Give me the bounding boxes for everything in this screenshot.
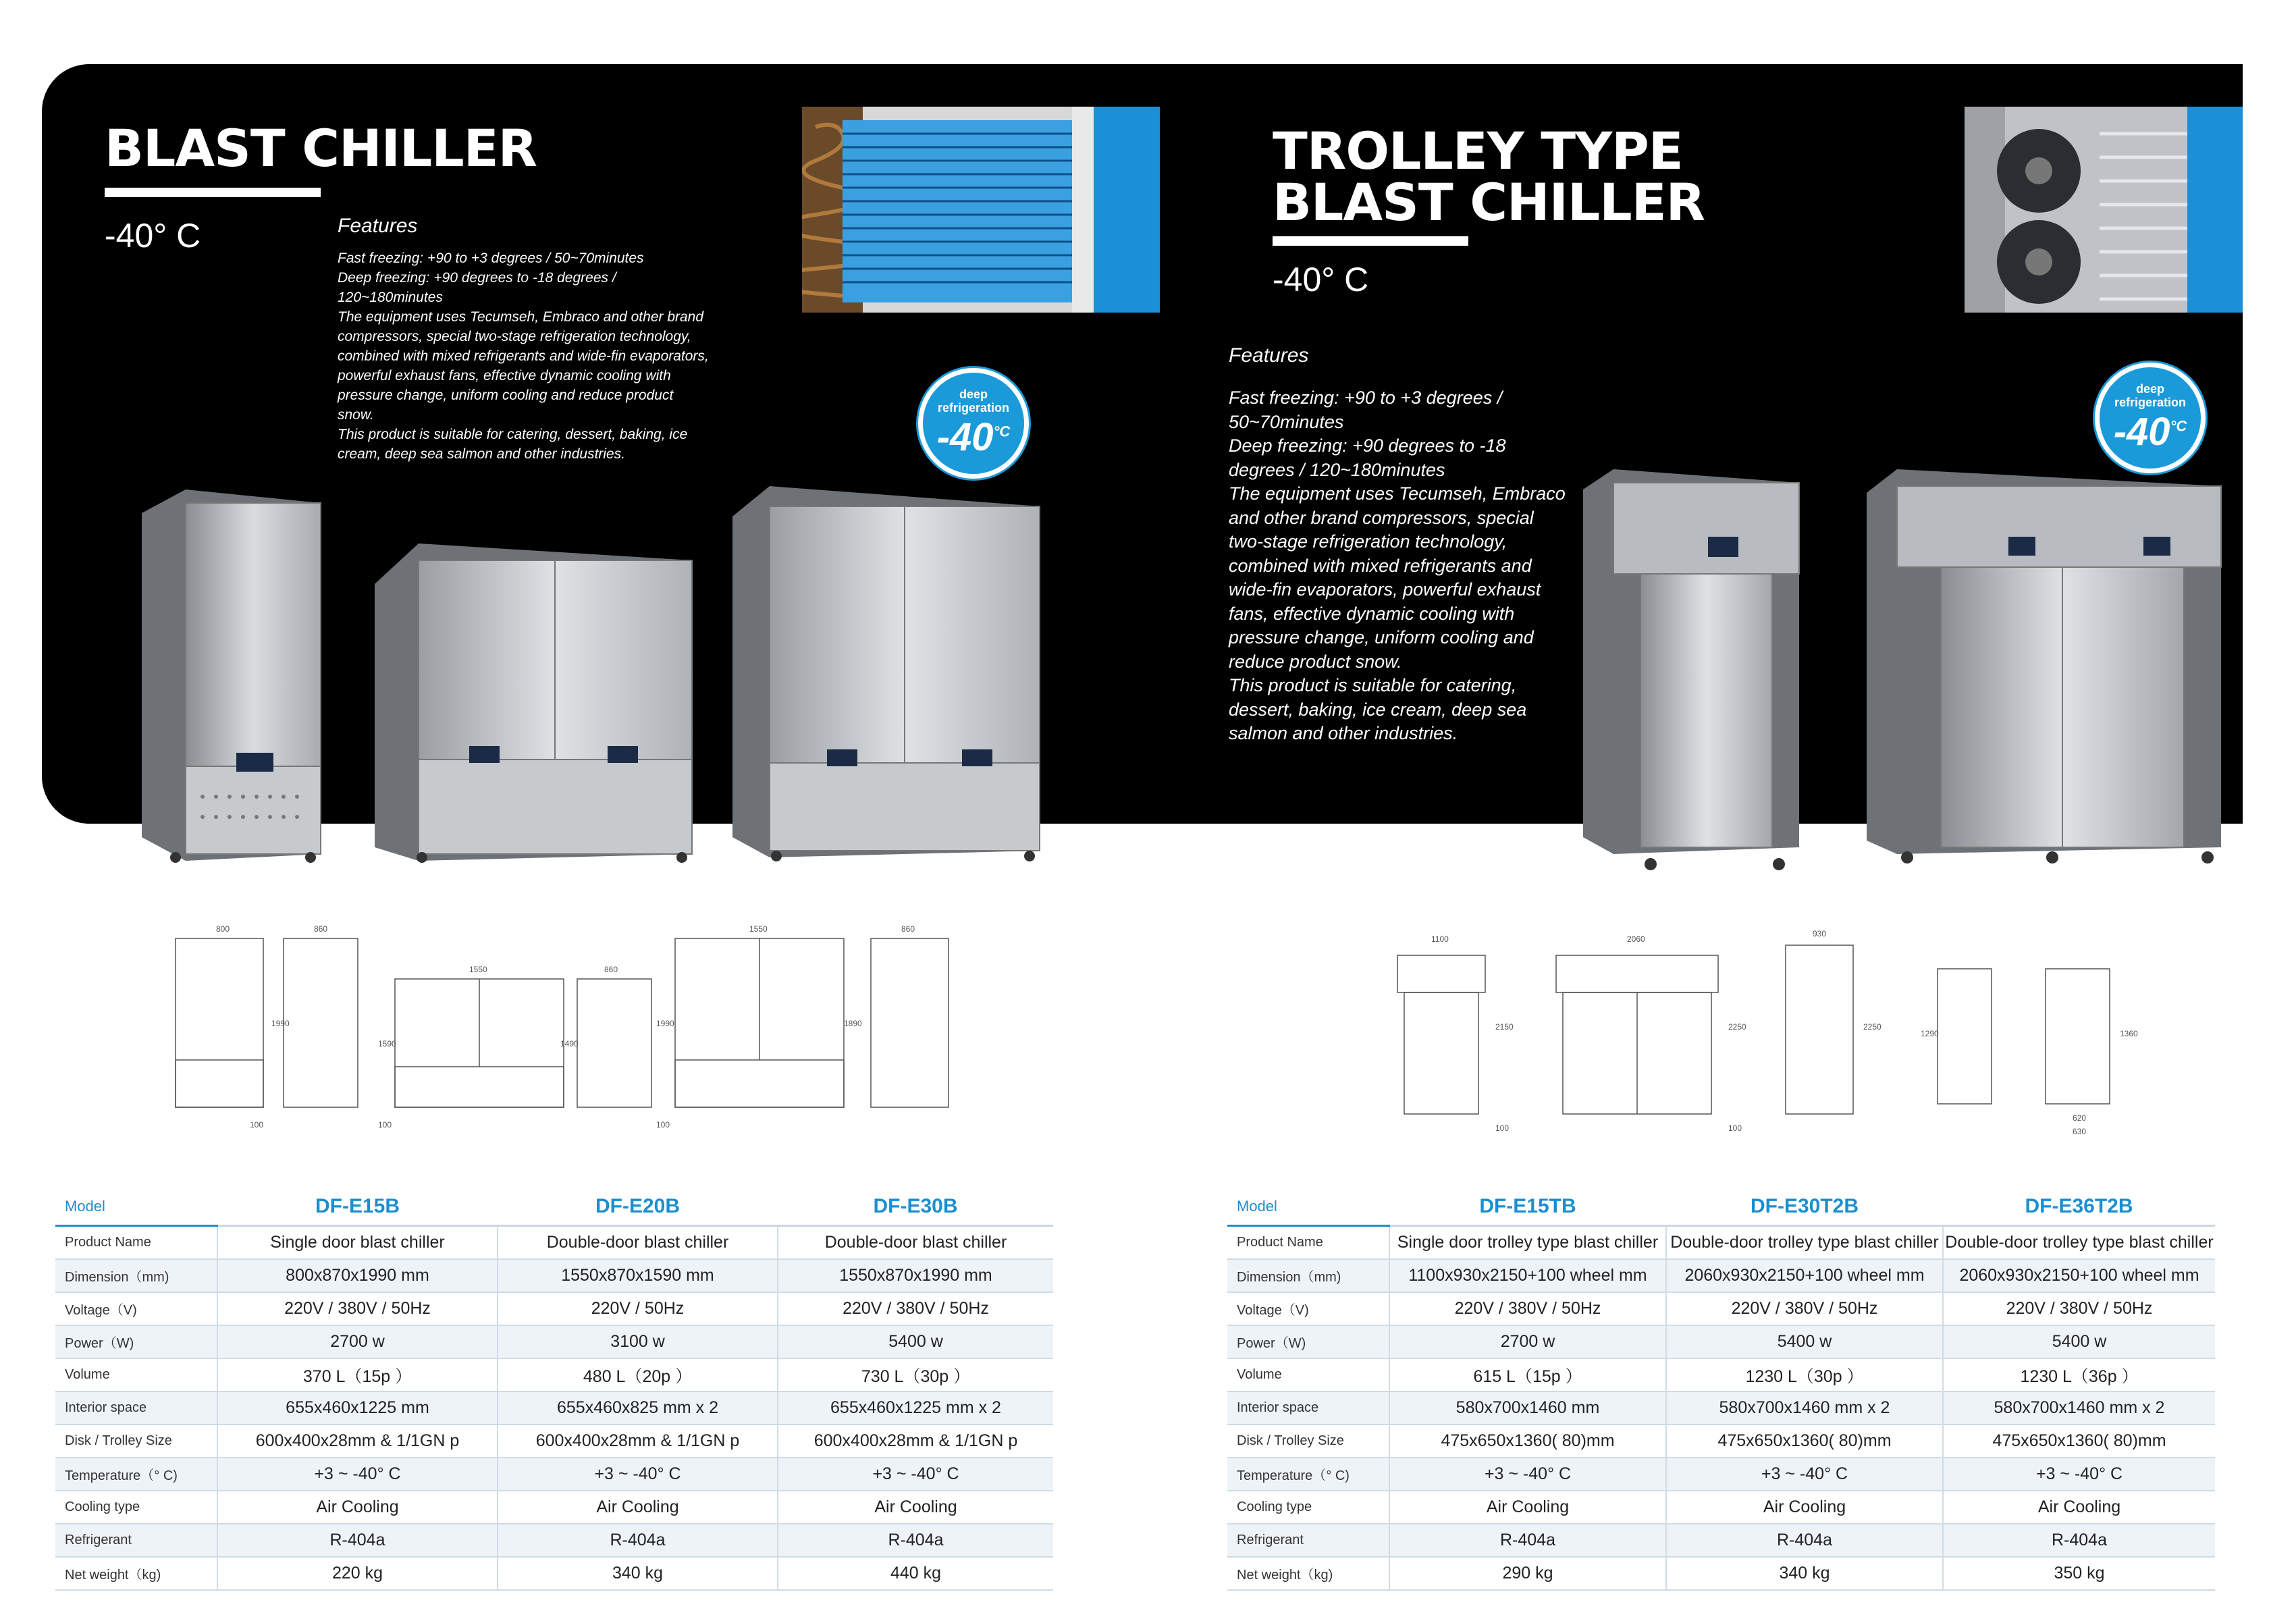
table-cell: 5400 w [1666, 1325, 1943, 1358]
table-cell: R-404a [1943, 1524, 2215, 1557]
table-header-row [55, 1188, 1053, 1226]
right-title-line1: TROLLEY TYPE [1273, 121, 1683, 181]
row-label: Volume [55, 1358, 217, 1391]
product-df-e15b-image [135, 486, 324, 868]
feature-line: pressure change, uniform cooling and [1229, 627, 1534, 647]
table-cell: Double-door blast chiller [778, 1226, 1053, 1260]
table-cell: Air Cooling [1389, 1491, 1666, 1524]
right-features-text [1229, 386, 1566, 746]
feature-line: compressors, special two-stage refrigeration technology, [338, 329, 691, 344]
dim-label: 100 [1495, 1123, 1510, 1133]
row-label: Disk / Trolley Size [1227, 1425, 1389, 1458]
table-cell: R-404a [217, 1524, 498, 1557]
table-row [1227, 1458, 2215, 1491]
row-label: Product Name [1227, 1226, 1389, 1260]
table-cell: 600x400x28mm & 1/1GN p [217, 1425, 498, 1458]
table-cell: 1550x870x1990 mm [778, 1259, 1053, 1292]
table-row [55, 1524, 1053, 1557]
table-cell: Double-door trolley type blast chiller [1666, 1226, 1943, 1260]
dim-label: 1990 [271, 1019, 290, 1028]
model-header-label: Model [1227, 1188, 1389, 1226]
table-row [1227, 1325, 2215, 1358]
left-title: BLAST CHILLER [105, 118, 537, 178]
table-cell: 350 kg [1943, 1557, 2215, 1590]
row-label: Temperature（° C) [1227, 1458, 1389, 1491]
table-cell: +3 ~ -40° C [1943, 1458, 2215, 1491]
dim-label: 100 [1728, 1123, 1742, 1133]
table-cell: 475x650x1360( 80)mm [1666, 1425, 1943, 1458]
table-cell: Air Cooling [778, 1491, 1053, 1524]
table-row [55, 1425, 1053, 1458]
model-header-label: Model [55, 1188, 217, 1226]
row-label: Voltage（V) [1227, 1292, 1389, 1325]
feature-line: This product is suitable for catering, dessert, baking, ice [338, 427, 688, 442]
table-cell: 615 L（15p ） [1389, 1358, 1666, 1391]
evaporator-photo [802, 107, 1160, 313]
left-features-text [338, 248, 736, 464]
table-row [1227, 1491, 2215, 1524]
badge-value [923, 415, 1024, 460]
table-row [55, 1491, 1053, 1524]
table-cell: 800x870x1990 mm [217, 1259, 498, 1292]
table-cell: +3 ~ -40° C [217, 1458, 498, 1491]
dim-label: 2250 [1728, 1022, 1746, 1032]
table-cell: 220 kg [217, 1557, 498, 1590]
feature-line: The equipment uses Tecumseh, Embraco [1229, 483, 1566, 504]
model-name: DF-E15B [217, 1188, 498, 1226]
feature-line: 50~70minutes [1229, 411, 1344, 432]
feature-line: dessert, baking, ice cream, deep sea [1229, 699, 1527, 720]
dim-label: 860 [604, 965, 618, 974]
table-row [1227, 1226, 2215, 1260]
table-cell: R-404a [498, 1524, 778, 1557]
table-cell: 580x700x1460 mm x 2 [1666, 1391, 1943, 1425]
table-cell: R-404a [778, 1524, 1053, 1557]
table-cell: Air Cooling [217, 1491, 498, 1524]
model-name: DF-E30T2B [1666, 1188, 1943, 1226]
table-cell: +3 ~ -40° C [778, 1458, 1053, 1491]
feature-line: wide-fin evaporators, powerful exhaust [1229, 579, 1541, 600]
table-cell: 655x460x1225 mm [217, 1391, 498, 1425]
badge-unit: °C [993, 423, 1011, 440]
feature-line: powerful exhaust fans, effective dynamic cooling with [338, 368, 671, 383]
feature-line: The equipment uses Tecumseh, Embraco and other brand [338, 309, 704, 325]
row-label: Refrigerant [1227, 1524, 1389, 1557]
table-header-row [1227, 1188, 2215, 1226]
table-cell: Double-door blast chiller [498, 1226, 778, 1260]
dim-label: 860 [901, 924, 915, 934]
table-cell: 1230 L（30p ） [1666, 1358, 1943, 1391]
fan-interior-photo [1965, 107, 2243, 313]
table-row [55, 1358, 1053, 1391]
dim-label: 1590 [378, 1039, 396, 1048]
left-features-heading: Features [338, 215, 418, 237]
feature-line: fans, effective dynamic cooling with [1229, 603, 1515, 624]
dim-label: 2250 [1863, 1022, 1881, 1032]
table-cell: R-404a [1389, 1524, 1666, 1557]
table-cell: 600x400x28mm & 1/1GN p [778, 1425, 1053, 1458]
table-cell: 3100 w [498, 1325, 778, 1358]
table-row [55, 1325, 1053, 1358]
table-row [55, 1557, 1053, 1590]
table-cell: 220V / 380V / 50Hz [1666, 1292, 1943, 1325]
table-cell: 480 L（20p ） [498, 1358, 778, 1391]
left-title-underline [105, 188, 321, 197]
table-cell: Double-door trolley type blast chiller [1943, 1226, 2215, 1260]
dim-label: 100 [656, 1120, 670, 1130]
table-cell: 2700 w [217, 1325, 498, 1358]
row-label: Interior space [1227, 1391, 1389, 1425]
table-cell: Air Cooling [1943, 1491, 2215, 1524]
row-label: Interior space [55, 1391, 217, 1425]
right-title-underline [1273, 236, 1468, 246]
model-name: DF-E30B [778, 1188, 1053, 1226]
table-cell: 600x400x28mm & 1/1GN p [498, 1425, 778, 1458]
feature-line: combined with mixed refrigerants and [1229, 555, 1532, 576]
product-df-e20b-image [375, 543, 699, 868]
row-label: Product Name [55, 1226, 217, 1260]
dim-label: 860 [314, 924, 328, 934]
row-label: Dimension（mm) [55, 1259, 217, 1292]
table-cell: 1100x930x2150+100 wheel mm [1389, 1259, 1666, 1292]
table-cell: 580x700x1460 mm [1389, 1391, 1666, 1425]
feature-line: Deep freezing: +90 degrees to -18 [1229, 435, 1506, 456]
right-temp: -40° C [1273, 261, 1369, 298]
table-cell: 5400 w [778, 1325, 1053, 1358]
feature-line: and other brand compressors, special [1229, 507, 1534, 528]
feature-line: snow. [338, 407, 374, 423]
table-row [1227, 1391, 2215, 1425]
table-cell: 475x650x1360( 80)mm [1943, 1425, 2215, 1458]
row-label: Power（W) [55, 1325, 217, 1358]
feature-line: Fast freezing: +90 to +3 degrees / [1229, 388, 1503, 408]
feature-line: two-stage refrigeration technology, [1229, 531, 1507, 552]
dim-label: 100 [378, 1120, 392, 1130]
feature-line: combined with mixed refrigerants and wide-fin evaporators, [338, 348, 709, 364]
table-cell: 220V / 380V / 50Hz [778, 1292, 1053, 1325]
table-row [55, 1259, 1053, 1292]
feature-line: cream, deep sea salmon and other industries. [338, 446, 626, 462]
model-name: DF-E20B [498, 1188, 778, 1226]
table-row [1227, 1524, 2215, 1557]
table-cell: 220V / 380V / 50Hz [1389, 1292, 1666, 1325]
table-cell: Air Cooling [498, 1491, 778, 1524]
table-cell: 370 L（15p ） [217, 1358, 498, 1391]
dim-label: 1550 [469, 965, 487, 974]
table-cell: 220V / 380V / 50Hz [217, 1292, 498, 1325]
dim-label: 630 [2073, 1127, 2087, 1136]
table-row [1227, 1358, 2215, 1391]
row-label: Dimension（mm) [1227, 1259, 1389, 1292]
row-label: Net weight（kg) [1227, 1557, 1389, 1590]
badge-value-number: -40 [2113, 410, 2170, 454]
table-cell: Air Cooling [1666, 1491, 1943, 1524]
table-row [1227, 1557, 2215, 1590]
table-cell: 290 kg [1389, 1557, 1666, 1590]
dim-label: 1990 [656, 1019, 674, 1028]
table-row [55, 1226, 1053, 1260]
row-label: Temperature（° C) [55, 1458, 217, 1491]
table-row [55, 1292, 1053, 1325]
table-row [1227, 1292, 2215, 1325]
dim-label: 1550 [749, 924, 768, 934]
dim-label: 1360 [2120, 1029, 2138, 1038]
dim-label: 1890 [844, 1019, 862, 1028]
table-cell: +3 ~ -40° C [1389, 1458, 1666, 1491]
feature-line: This product is suitable for catering, [1229, 675, 1517, 695]
badge-unit: °C [2170, 417, 2187, 435]
row-label: Volume [1227, 1358, 1389, 1391]
left-deep-refrigeration-badge [918, 368, 1029, 479]
dim-label: 930 [1813, 929, 1827, 938]
right-spec-table [1227, 1188, 2215, 1591]
table-cell: 2060x930x2150+100 wheel mm [1943, 1259, 2215, 1292]
right-technical-drawings [1377, 928, 2187, 1148]
row-label: Disk / Trolley Size [55, 1425, 217, 1458]
table-cell: 5400 w [1943, 1325, 2215, 1358]
table-cell: 220V / 380V / 50Hz [1943, 1292, 2215, 1325]
dim-label: 1100 [1431, 934, 1449, 944]
product-df-e15tb-image [1583, 469, 1806, 874]
table-row [55, 1391, 1053, 1425]
table-row [1227, 1259, 2215, 1292]
dim-label: 1290 [1921, 1029, 1939, 1038]
badge-value [2100, 409, 2201, 454]
dim-label: 620 [2073, 1113, 2087, 1123]
table-cell: 730 L（30p ） [778, 1358, 1053, 1391]
table-cell: 340 kg [498, 1557, 778, 1590]
table-cell: 440 kg [778, 1557, 1053, 1590]
table-cell: 1230 L（36p ） [1943, 1358, 2215, 1391]
badge-value-number: -40 [936, 415, 994, 459]
row-label: Cooling type [55, 1491, 217, 1524]
right-deep-refrigeration-badge [2095, 363, 2206, 473]
feature-line: degrees / 120~180minutes [1229, 459, 1445, 480]
table-cell: 220V / 50Hz [498, 1292, 778, 1325]
table-row [1227, 1425, 2215, 1458]
table-cell: 340 kg [1666, 1557, 1943, 1590]
table-cell: Single door blast chiller [217, 1226, 498, 1260]
badge-line2: refrigeration [2114, 396, 2187, 409]
badge-line1: deep [959, 388, 988, 401]
table-cell: +3 ~ -40° C [1666, 1458, 1943, 1491]
dim-label: 100 [250, 1120, 264, 1130]
table-cell: R-404a [1666, 1524, 1943, 1557]
table-cell: 580x700x1460 mm x 2 [1943, 1391, 2215, 1425]
model-name: DF-E36T2B [1943, 1188, 2215, 1226]
feature-line: salmon and other industries. [1229, 723, 1458, 743]
left-technical-drawings [155, 918, 992, 1144]
model-name: DF-E15TB [1389, 1188, 1666, 1226]
feature-line: pressure change, uniform cooling and reduce product [338, 388, 674, 403]
dim-label: 2060 [1627, 934, 1645, 944]
left-temp: -40° C [105, 217, 201, 255]
table-row [55, 1458, 1053, 1491]
row-label: Power（W) [1227, 1325, 1389, 1358]
badge-line2: refrigeration [937, 401, 1010, 415]
table-cell: 2060x930x2150+100 wheel mm [1666, 1259, 1943, 1292]
dim-label: 1490 [560, 1039, 579, 1048]
feature-line: Deep freezing: +90 degrees to -18 degrees / [338, 270, 616, 286]
dim-label: 800 [216, 924, 230, 934]
table-cell: Single door trolley type blast chiller [1389, 1226, 1666, 1260]
table-cell: 1550x870x1590 mm [498, 1259, 778, 1292]
feature-line: 120~180minutes [338, 290, 443, 305]
feature-line: Fast freezing: +90 to +3 degrees / 50~70minutes [338, 250, 644, 266]
table-cell: +3 ~ -40° C [498, 1458, 778, 1491]
table-cell: 655x460x825 mm x 2 [498, 1391, 778, 1425]
product-df-e30b-image [732, 486, 1043, 868]
table-cell: 2700 w [1389, 1325, 1666, 1358]
table-cell: 475x650x1360( 80)mm [1389, 1425, 1666, 1458]
product-df-e30t2b-image [1867, 469, 2224, 874]
dim-label: 2150 [1495, 1022, 1514, 1032]
feature-line: reduce product snow. [1229, 651, 1402, 672]
row-label: Voltage（V) [55, 1292, 217, 1325]
row-label: Cooling type [1227, 1491, 1389, 1524]
left-spec-table [55, 1188, 1053, 1591]
row-label: Net weight（kg) [55, 1557, 217, 1590]
row-label: Refrigerant [55, 1524, 217, 1557]
right-title-line2: BLAST CHILLER [1273, 172, 1705, 232]
table-cell: 655x460x1225 mm x 2 [778, 1391, 1053, 1425]
right-features-heading: Features [1229, 344, 1309, 367]
badge-line1: deep [2135, 382, 2164, 396]
